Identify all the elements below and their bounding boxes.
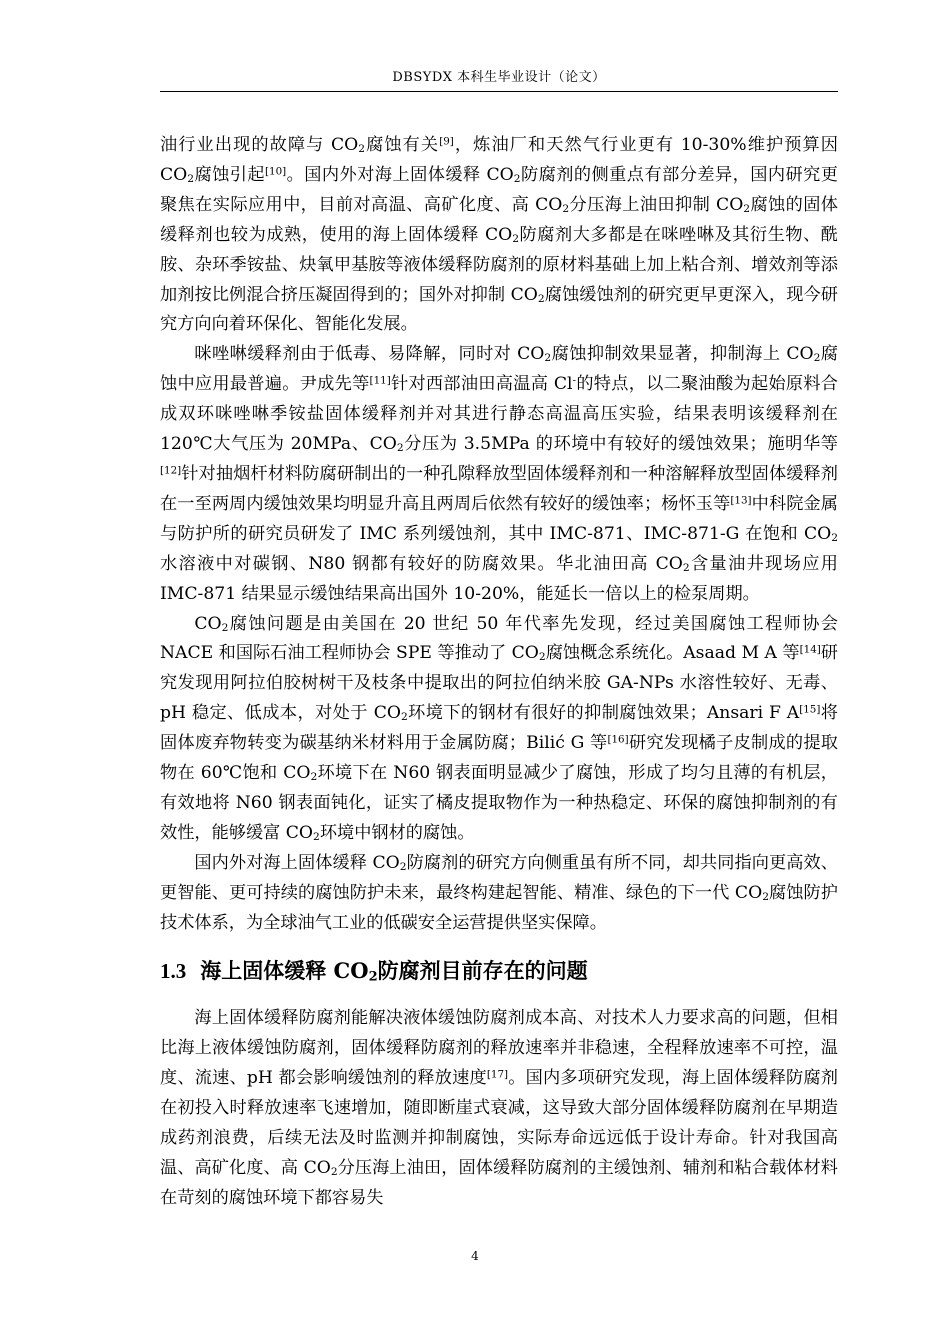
text-run: 环境下在 N60 钢表面明显减少了腐蚀，形成了均匀且薄的有机层，有效地将 N60 钢表面钝化，证实了橘皮提取物作为一种热稳定、环保的腐蚀抑制剂的有效性，能够缓富 CO bbox=[160, 763, 838, 843]
citation-ref: [10] bbox=[265, 165, 287, 178]
text-run: 腐蚀的固体缓释剂也较为成熟，使用的海上固体缓释 CO bbox=[160, 194, 838, 245]
citation-ref: [12] bbox=[160, 464, 182, 477]
text-run: 含量油井现场应用 IMC-871 结果显示缓蚀结果高出国外 10-20%，能延长一倍以上的检泵周期。 bbox=[160, 553, 838, 604]
text-run: 咪唑啉缓释剂由于低毒、易降解，同时对 CO bbox=[194, 344, 545, 365]
citation-ref: [17] bbox=[486, 1068, 509, 1081]
text-run: 腐蚀引起 bbox=[194, 164, 266, 185]
text-run: ，炼油厂和天然气行业更有 10-30%维护预算因 CO bbox=[160, 135, 838, 185]
text-run: 油行业出现的故障与 CO bbox=[160, 135, 359, 155]
text-run: 环境下的钢材有很好的抑制腐蚀效果；Ansari F A bbox=[407, 703, 800, 724]
chemical-subscript: 2 bbox=[313, 829, 320, 843]
paragraph-3 bbox=[160, 610, 838, 849]
chemical-subscript: 2 bbox=[562, 201, 570, 215]
text-run: 分压海上油田抑制 CO bbox=[569, 194, 744, 215]
paragraph-1 bbox=[160, 131, 838, 340]
text-run: 。国内多项研究发现，海上固体缓释防腐剂在初投入时释放速率飞速增加，随即断崖式衰减，这导致大部分固体缓释防腐剂在早期造成药剂浪费，后续无法及时监测并抑制腐蚀，实际寿命远远低于设计寿命。针对我国高温、高矿化度、高 CO bbox=[160, 1068, 838, 1178]
ion-charge: - bbox=[572, 374, 577, 387]
text-run: 腐蚀有关 bbox=[365, 135, 440, 155]
chemical-subscript: 2 bbox=[513, 172, 521, 186]
text-run: 腐蚀问题是由美国在 20 世纪 50 年代率先发现，经过美国腐蚀工程师协会 NACE 和国际石油工程师协会 SPE 等推动了 CO bbox=[160, 613, 838, 664]
header-rule bbox=[160, 91, 838, 92]
text-run: 环境中钢材的腐蚀。 bbox=[319, 822, 475, 843]
page-body bbox=[160, 131, 838, 1214]
citation-ref: [14] bbox=[799, 643, 821, 656]
paragraph-5 bbox=[160, 1004, 838, 1213]
paragraph-2 bbox=[160, 340, 838, 609]
text-run: 中科院金属与防护所的研究员研发了 IMC 系列缓蚀剂，其中 IMC-871、IMC-871-G 在饱和 CO bbox=[160, 493, 838, 544]
text-run: 研究发现用阿拉伯胶树树干及枝条中提取出的阿拉伯纳米胶 GA-NPs 水溶性较好、无毒、pH 稳定、低成本，对处于 CO bbox=[160, 643, 838, 724]
text-run: 国内外对海上固体缓释 CO bbox=[194, 852, 400, 873]
chemical-subscript: 2 bbox=[682, 560, 690, 574]
text-run: 防腐剂大多都是在咪唑啉及其衍生物、酰胺、杂环季铵盐、炔氧甲基胺等液体缓释防腐剂的原材料基础上加上粘合剂、增效剂等添加剂按比例混合挤压凝固得到的；国外对抑制 CO bbox=[160, 224, 838, 305]
chemical-subscript: 2 bbox=[743, 201, 751, 215]
paragraph-4 bbox=[160, 849, 838, 939]
chemical-subscript: 2 bbox=[187, 172, 195, 186]
chemical-subscript: 2 bbox=[512, 231, 519, 245]
text-run: 研究发现橘子皮制成的提取物在 60℃饱和 CO bbox=[160, 733, 838, 784]
chemical-subscript: 2 bbox=[221, 620, 229, 634]
section-title-subscript: 2 bbox=[368, 970, 378, 986]
citation-ref: [16] bbox=[607, 733, 629, 746]
text-run: 的特点，以二聚油酸为起始原料合成双环咪唑啉季铵盐固体缓释剂并对其进行静态高温高压实验，结果表明该缓释剂在 120℃大气压为 20MPa、CO bbox=[160, 374, 838, 455]
text-run: 防腐剂的研究方向侧重虽有所不同，却共同指向更高效、更智能、更可持续的腐蚀防护未来，最终构建起智能、精准、绿色的下一代 CO bbox=[160, 852, 838, 903]
text-run: 。国内外对海上固体缓释 CO bbox=[286, 164, 514, 185]
text-run: 腐蚀缓蚀剂的研究更早更深入，现今研究方向向着环保化、智能化发展。 bbox=[160, 284, 838, 335]
running-header: DBSYDX 本科生毕业设计（论文） bbox=[392, 70, 606, 85]
text-run: 针对抽烟杆材料防腐研制出的一种孔隙释放型固体缓释剂和一种溶解释放型固体缓释剂在一至两周内缓蚀效果均明显升高且两周后依然有较好的缓蚀率；杨怀玉等 bbox=[160, 463, 838, 514]
chemical-subscript: 2 bbox=[813, 351, 821, 365]
text-run: 防腐剂的侧重点有部分差异，国内研究更聚焦在实际应用中，目前对高温、高矿化度、高 CO bbox=[160, 164, 838, 215]
section-title-part: 海上固体缓释 CO bbox=[200, 958, 369, 984]
text-run: 腐蚀中应用最普遍。尹成先等 bbox=[160, 344, 838, 395]
text-run: 分压海上油田，固体缓释防腐剂的主缓蚀剂、辅剂和粘合载体材料在苛刻的腐蚀环境下都容易失 bbox=[160, 1158, 838, 1208]
chemical-subscript: 2 bbox=[831, 530, 838, 544]
text-run: CO bbox=[194, 613, 222, 634]
chemical-subscript: 2 bbox=[762, 889, 769, 903]
chemical-subscript: 2 bbox=[396, 441, 404, 455]
citation-ref: [9] bbox=[439, 135, 454, 148]
chemical-subscript: 2 bbox=[544, 351, 552, 365]
section-heading bbox=[160, 956, 838, 986]
text-run: 针对西部油田高温高 Cl bbox=[390, 374, 573, 395]
text-run: 腐蚀概念系统化。Asaad M A 等 bbox=[545, 643, 800, 664]
citation-ref: [13] bbox=[730, 494, 752, 507]
chemical-subscript: 2 bbox=[538, 650, 546, 664]
text-run: 分压为 3.5MPa 的环境中有较好的缓蚀效果；施明华等 bbox=[403, 434, 838, 455]
text-run: 将固体废弃物转变为碳基纳米材料用于金属防腐；Bilić G 等 bbox=[160, 703, 838, 754]
text-run: 腐蚀抑制效果显著，抑制海上 CO bbox=[551, 344, 814, 365]
chemical-subscript: 2 bbox=[310, 770, 318, 784]
citation-ref: [11] bbox=[369, 374, 391, 387]
chemical-subscript: 2 bbox=[399, 859, 407, 873]
chemical-subscript: 2 bbox=[330, 1165, 338, 1179]
text-run: 腐蚀防护技术体系，为全球油气工业的低碳安全运营提供坚实保障。 bbox=[160, 882, 838, 933]
section-number: 1.3 bbox=[160, 959, 187, 984]
page-number: 4 bbox=[471, 1249, 479, 1263]
text-run: 海上固体缓释防腐剂能解决液体缓蚀防腐剂成本高、对技术人力要求高的问题，但相比海上液体缓蚀防腐剂，固体缓释防腐剂的释放速率并非稳速，全程释放速率不可控，温度、流速、pH 都会影响缓蚀剂的释放速度 bbox=[160, 1008, 838, 1089]
chemical-subscript: 2 bbox=[358, 142, 366, 156]
chemical-subscript: 2 bbox=[537, 291, 545, 305]
citation-ref: [15] bbox=[799, 703, 821, 716]
chemical-subscript: 2 bbox=[400, 710, 408, 724]
section-title-part: 防腐剂目前存在的问题 bbox=[377, 958, 588, 984]
text-run: 水溶液中对碳钢、N80 钢都有较好的防腐效果。华北油田高 CO bbox=[160, 553, 683, 574]
